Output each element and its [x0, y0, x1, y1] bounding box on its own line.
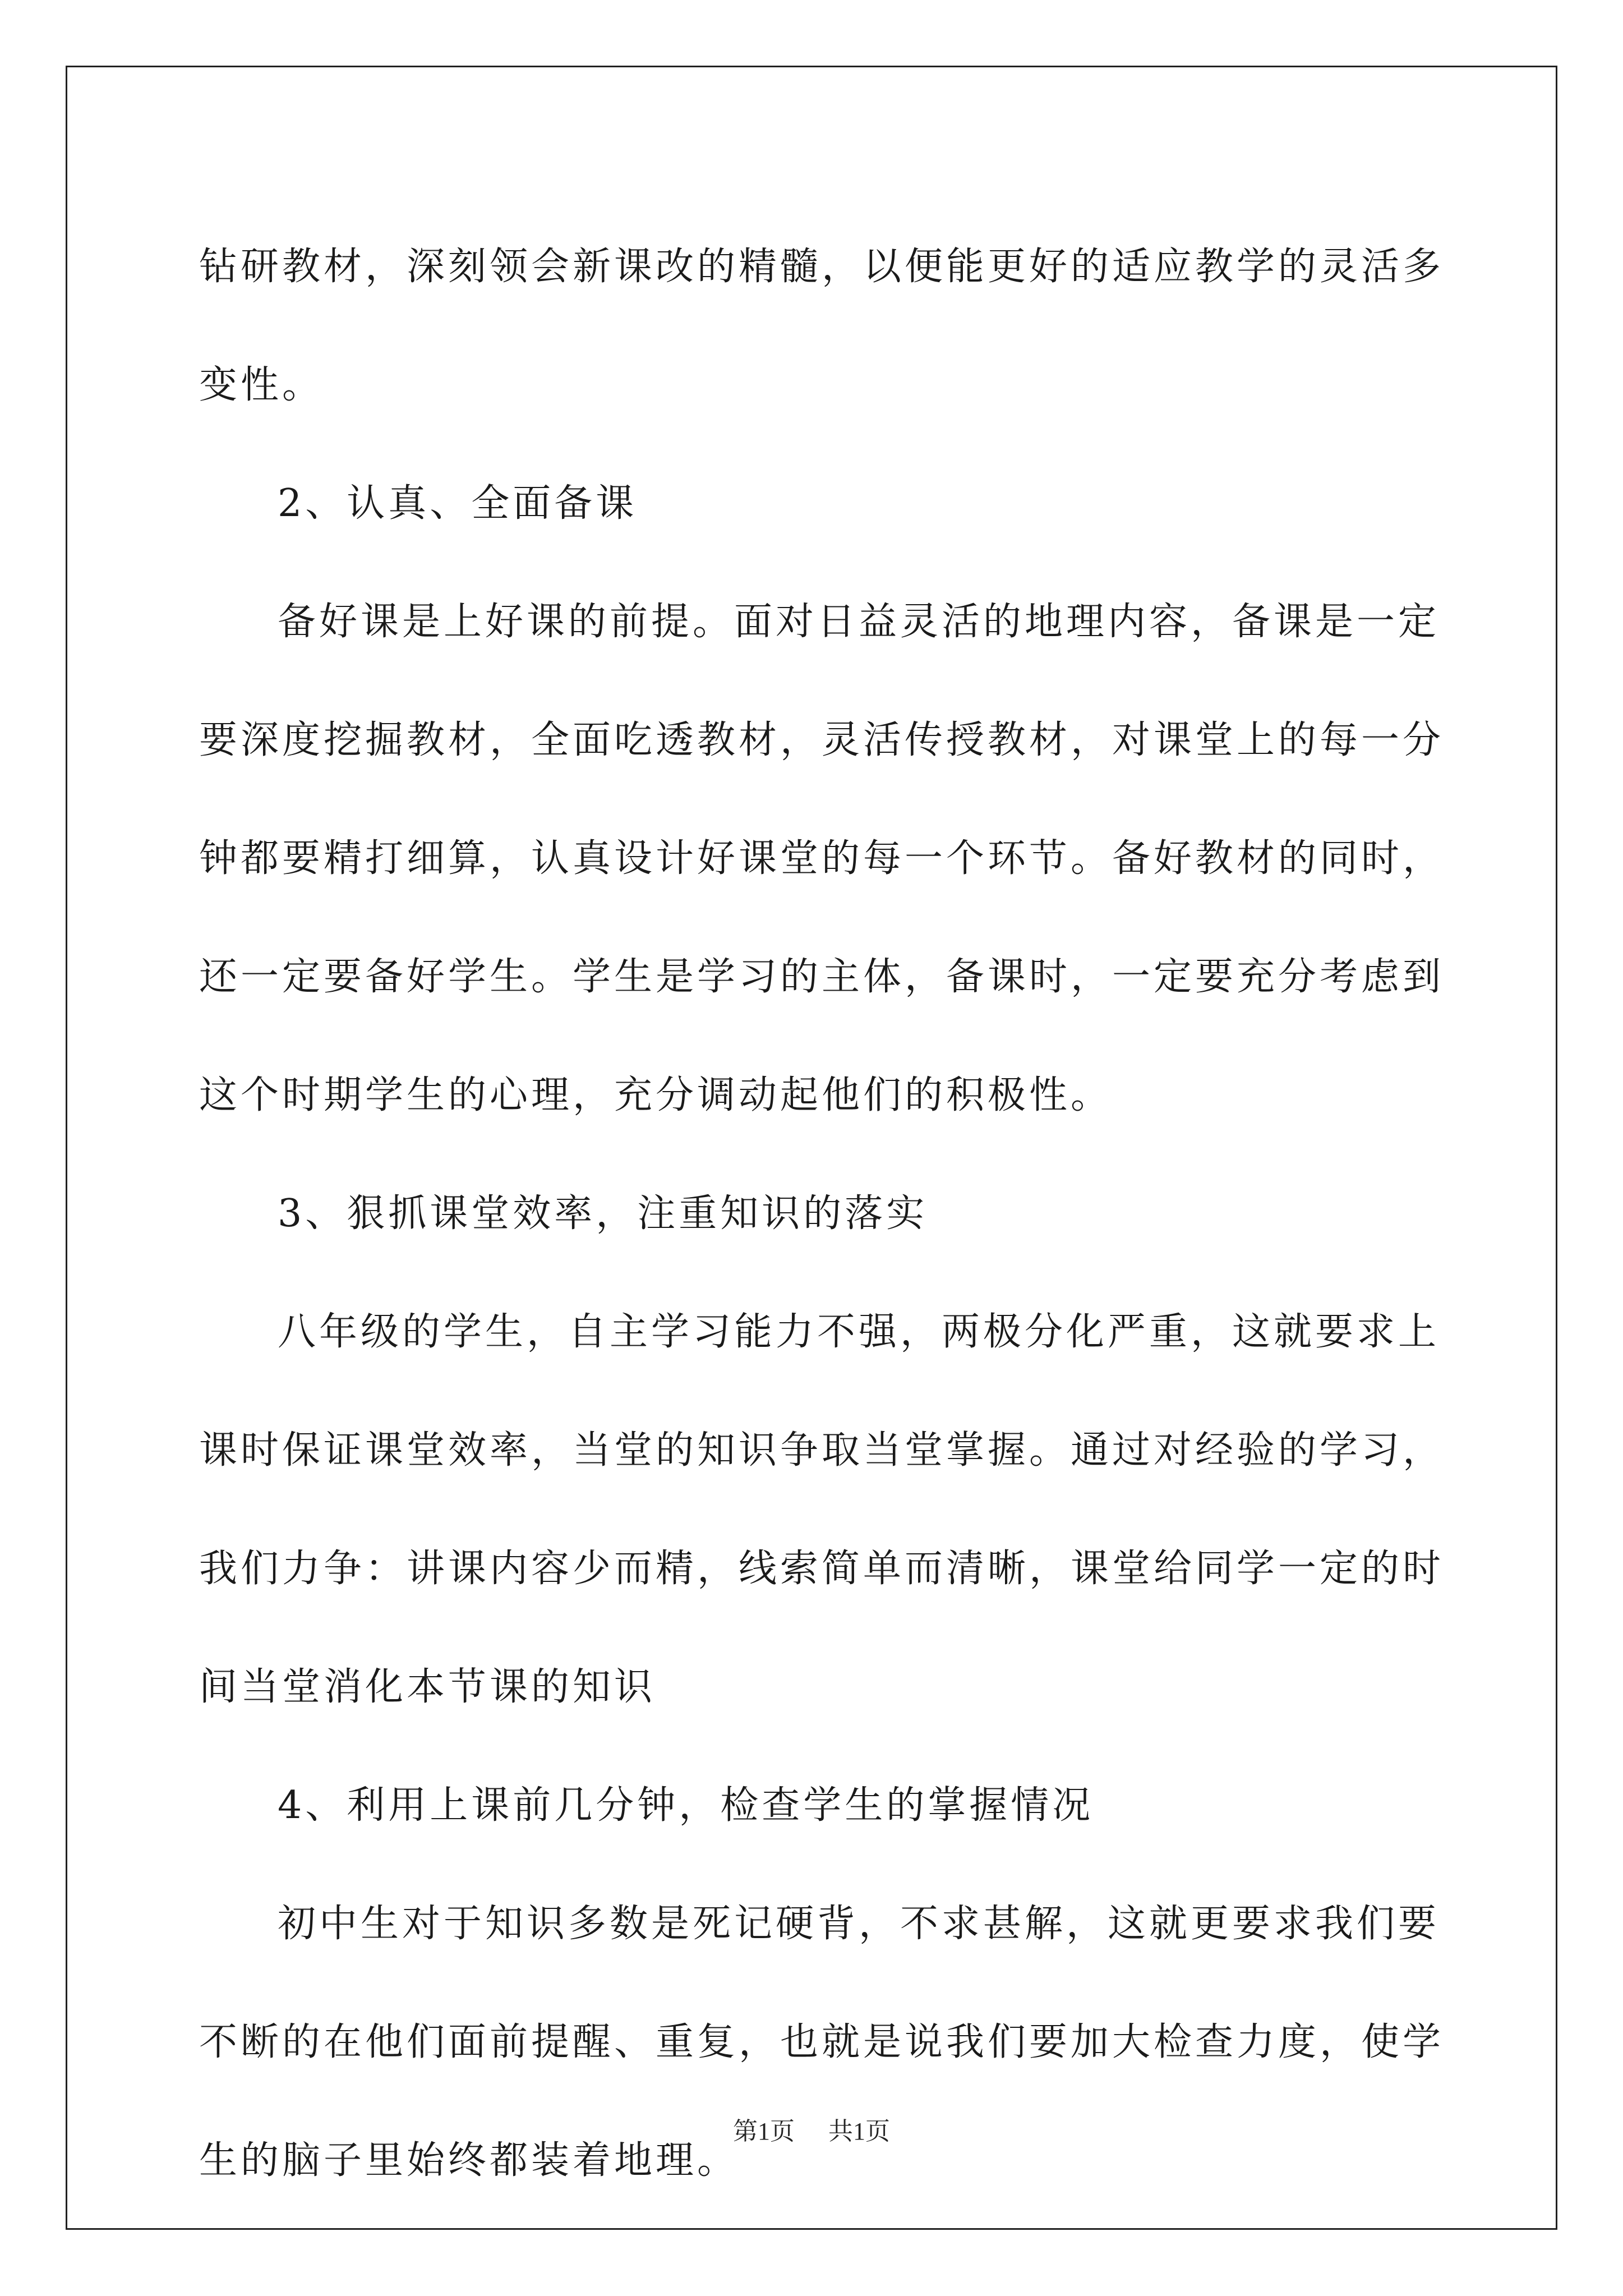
- text-line-1: 钻研教材，深刻领会新课改的精髓，以便能更好的适应教学的灵活多: [199, 245, 1445, 289]
- text-line-10: 八年级的学生，自主学习能力不强，两极分化严重，这就要求上: [278, 1310, 1440, 1354]
- text-line-11: 课时保证课堂效率，当堂的知识争取当堂掌握。通过对经验的学习，: [199, 1428, 1445, 1473]
- text-line-5: 要深度挖掘教材，全面吃透教材，灵活传授教材，对课堂上的每一分: [199, 718, 1445, 762]
- text-line-12: 我们力争：讲课内容少而精，线索简单而清晰，课堂给同学一定的时: [199, 1547, 1445, 1591]
- text-line-16: 不断的在他们面前提醒、重复，也就是说我们要加大检查力度，使学: [199, 2020, 1445, 2064]
- page-number-total: 共1页: [828, 2118, 890, 2145]
- page-number-current: 第1页: [733, 2118, 795, 2145]
- text-line-2: 变性。: [199, 363, 324, 407]
- text-line-17: 生的脑子里始终都装着地理。: [199, 2138, 739, 2183]
- page-footer: [0, 2115, 1623, 2148]
- text-line-4: 备好课是上好课的前提。面对日益灵活的地理内容，备课是一定: [278, 600, 1440, 644]
- section-heading-4: 4、利用上课前几分钟，检查学生的掌握情况: [278, 1783, 1094, 1828]
- section-heading-2: 2、认真、全面备课: [278, 481, 638, 526]
- section-heading-3: 3、狠抓课堂效率，注重知识的落实: [278, 1191, 928, 1236]
- text-line-8: 这个时期学生的心理，充分调动起他们的积极性。: [199, 1073, 1113, 1117]
- document-body: [199, 208, 1445, 2220]
- text-line-13: 间当堂消化本节课的知识: [199, 1665, 656, 1709]
- text-line-15: 初中生对于知识多数是死记硬背，不求甚解，这就更要求我们要: [278, 1902, 1440, 1946]
- text-line-6: 钟都要精打细算，认真设计好课堂的每一个环节。备好教材的同时，: [199, 836, 1445, 881]
- text-line-7: 还一定要备好学生。学生是学习的主体，备课时，一定要充分考虑到: [199, 955, 1445, 999]
